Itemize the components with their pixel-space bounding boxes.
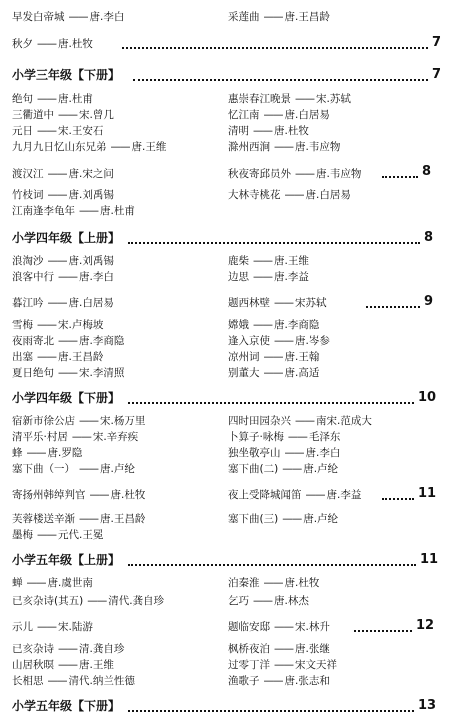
dash-separator: ——: [274, 659, 293, 671]
poem-author: 唐.张志和: [284, 675, 330, 687]
poem-title: 芙蓉楼送辛渐: [12, 513, 75, 525]
poem-entry: [228, 108, 330, 122]
poem-title: 出塞: [12, 351, 33, 363]
dash-separator: ——: [253, 319, 272, 331]
dot-leader: [128, 710, 414, 712]
poem-author: 清.龚自珍: [79, 643, 125, 655]
dash-separator: ——: [58, 109, 77, 121]
poem-entry: [228, 366, 319, 380]
dash-separator: ——: [305, 489, 325, 501]
poem-title: 边思: [228, 271, 249, 283]
dash-separator: ——: [87, 595, 107, 607]
poem-title: 夜上受降城闻笛: [228, 489, 302, 501]
poem-entry: [228, 674, 330, 688]
poem-title: 已亥杂诗: [12, 643, 54, 655]
page-number: 12: [416, 618, 435, 633]
poem-author: 唐.林杰: [274, 595, 309, 607]
dash-separator: ——: [295, 168, 314, 180]
poem-entry: [12, 167, 114, 181]
dash-separator: ——: [79, 415, 98, 427]
poem-title: 别董大: [228, 367, 260, 379]
dash-separator: ——: [274, 335, 293, 347]
poem-entry: [12, 254, 114, 268]
dash-separator: ——: [274, 621, 293, 633]
poem-title: 逢入京使: [228, 335, 270, 347]
poem-title: 江南逢李龟年: [12, 205, 75, 217]
dash-separator: ——: [37, 125, 56, 137]
dash-separator: ——: [68, 11, 88, 23]
dash-separator: ——: [37, 319, 56, 331]
poem-entry: [12, 620, 93, 634]
dash-separator: ——: [37, 93, 56, 105]
poem-author: 宋.苏轼: [316, 93, 351, 105]
poem-title: 山居秋暝: [12, 659, 54, 671]
page-number: 7: [432, 35, 442, 50]
poem-title: 早发白帝城: [12, 11, 65, 23]
poem-author: 唐.杜牧: [274, 125, 309, 137]
poem-entry: [12, 446, 82, 460]
poem-entry: [228, 462, 338, 476]
poem-entry: [228, 124, 309, 138]
dash-separator: ——: [58, 271, 77, 283]
poem-title: 惠崇春江晚景: [228, 93, 291, 105]
dash-separator: ——: [58, 643, 77, 655]
poem-author: 唐.罗隐: [47, 447, 83, 459]
poem-author: 唐.王昌龄: [58, 351, 104, 363]
poem-entry: [228, 270, 309, 284]
poem-title: 墨梅: [12, 529, 33, 541]
dash-separator: ——: [58, 659, 77, 671]
poem-title: 清明: [228, 125, 249, 137]
poem-entry: [12, 576, 93, 590]
poem-entry: [12, 594, 164, 608]
dot-leader: [133, 79, 428, 81]
poem-title: 过零丁洋: [228, 659, 270, 671]
poem-author: 唐.李白: [89, 11, 125, 23]
dash-separator: ——: [263, 11, 283, 23]
poem-author: 唐.刘禹锡: [68, 189, 114, 201]
poem-entry: [228, 92, 351, 106]
dot-leader: [382, 176, 418, 178]
poem-title: 滁州西涧: [228, 141, 270, 153]
poem-entry: [228, 658, 337, 672]
section-heading: 小学五年级【下册】: [12, 699, 121, 713]
poem-entry: [228, 446, 340, 460]
dash-separator: ——: [79, 205, 98, 217]
poem-title: 秋夕: [12, 38, 33, 50]
page-number: 10: [418, 390, 437, 405]
poem-entry: [12, 124, 103, 138]
poem-title: 四时田园杂兴: [228, 415, 291, 427]
poem-title: 暮江吟: [12, 297, 44, 309]
poem-author: 唐.白居易: [68, 297, 114, 309]
poem-title: 三衢道中: [12, 109, 54, 121]
poem-entry: [12, 512, 145, 526]
poem-title: 竹枝词: [12, 189, 44, 201]
poem-author: 唐.李白: [79, 271, 114, 283]
dot-leader: [366, 306, 420, 308]
page-number: 11: [418, 486, 437, 501]
dash-separator: ——: [274, 643, 293, 655]
poem-author: 唐.白居易: [284, 109, 330, 121]
poem-author: 唐.卢纶: [303, 513, 339, 525]
poem-title: 题西林壁: [228, 297, 270, 309]
section-heading: 小学四年级【上册】: [12, 231, 121, 245]
poem-entry: [228, 296, 327, 310]
dash-separator: ——: [274, 141, 293, 153]
poem-entry: [12, 414, 145, 428]
poem-title: 枫桥夜泊: [228, 643, 270, 655]
poem-author: 唐.李商隐: [79, 335, 125, 347]
dash-separator: ——: [110, 141, 130, 153]
dash-separator: ——: [295, 415, 314, 427]
poem-entry: [228, 167, 361, 181]
poem-title: 九月九日忆山东兄弟: [12, 141, 107, 153]
poem-author: 清代.龚自珍: [108, 595, 165, 607]
poem-author: 唐.岑参: [295, 335, 330, 347]
dash-separator: ——: [274, 297, 293, 309]
poem-title: 蝉: [12, 577, 23, 589]
poem-entry: [12, 92, 93, 106]
poem-author: 唐.王昌龄: [100, 513, 146, 525]
poem-title: 凉州词: [228, 351, 260, 363]
dash-separator: ——: [282, 513, 302, 525]
poem-author: 唐.李益: [274, 271, 309, 283]
dash-separator: ——: [47, 255, 67, 267]
page-number: 8: [424, 230, 434, 245]
poem-entry: [12, 270, 114, 284]
poem-author: 元代.王冕: [58, 529, 104, 541]
dot-leader: [122, 47, 428, 49]
poem-entry: [12, 296, 114, 310]
section-heading: 小学三年级【下册】: [12, 68, 121, 82]
poem-title: 宿新市徐公店: [12, 415, 75, 427]
poem-author: 唐.杜牧: [110, 489, 146, 501]
section-heading: 小学五年级【上册】: [12, 553, 121, 567]
dash-separator: ——: [37, 351, 56, 363]
dash-separator: ——: [47, 189, 67, 201]
dot-leader: [354, 630, 412, 632]
page-number: 8: [422, 164, 432, 179]
dash-separator: ——: [253, 595, 272, 607]
dot-leader: [382, 498, 414, 500]
dash-separator: ——: [263, 577, 283, 589]
dash-separator: ——: [284, 189, 304, 201]
poem-author: 唐.杜甫: [100, 205, 135, 217]
poem-title: 浪淘沙: [12, 255, 44, 267]
poem-title: 渡汉江: [12, 168, 44, 180]
poem-author: 宋.曾几: [79, 109, 114, 121]
poem-entry: [228, 350, 319, 364]
page-number: 9: [424, 294, 434, 309]
poem-author: 唐.杜牧: [58, 38, 93, 50]
poem-author: 宋.陆游: [58, 621, 93, 633]
poem-entry: [228, 414, 372, 428]
dash-separator: ——: [26, 447, 46, 459]
poem-author: 宋.林升: [295, 621, 330, 633]
dash-separator: ——: [263, 351, 283, 363]
dash-separator: ——: [263, 675, 283, 687]
poem-author: 唐.白居易: [305, 189, 351, 201]
dash-separator: ——: [253, 255, 272, 267]
dot-leader: [128, 564, 416, 566]
poem-title: 已亥杂诗(其五): [12, 595, 84, 607]
poem-title: 塞下曲（一）: [12, 463, 75, 475]
poem-entry: [228, 620, 330, 634]
dash-separator: ——: [47, 297, 67, 309]
poem-author: 唐.王维: [274, 255, 309, 267]
poem-author: 宋.辛弃疾: [92, 431, 139, 443]
dash-separator: ——: [37, 38, 56, 50]
poem-entry: [12, 430, 138, 444]
dash-separator: ——: [295, 93, 314, 105]
poem-author: 宋.杨万里: [100, 415, 146, 427]
dot-leader: [128, 402, 414, 404]
poem-title: 嫦娥: [228, 319, 249, 331]
poem-author: 南宋.范成大: [316, 415, 372, 427]
dash-separator: ——: [253, 271, 272, 283]
poem-title: 大林寺桃花: [228, 189, 281, 201]
poem-entry: [228, 576, 319, 590]
poem-entry: [12, 188, 114, 202]
dash-separator: ——: [26, 577, 46, 589]
poem-author: 宋.王安石: [58, 125, 104, 137]
poem-entry: [12, 674, 135, 688]
poem-entry: [228, 334, 330, 348]
poem-entry: [228, 512, 338, 526]
poem-entry: [228, 10, 330, 24]
poem-title: 鹿柴: [228, 255, 249, 267]
poem-entry: [12, 658, 114, 672]
poem-entry: [12, 488, 145, 502]
poem-title: 长相思: [12, 675, 44, 687]
poem-author: 毛泽东: [308, 431, 341, 443]
poem-author: 宋苏轼: [295, 297, 327, 309]
poem-author: 唐.张继: [295, 643, 330, 655]
poem-author: 宋.李清照: [79, 367, 125, 379]
poem-author: 唐.杜甫: [58, 93, 93, 105]
poem-entry: [12, 37, 93, 51]
poem-entry: [12, 350, 103, 364]
page-number: 11: [420, 552, 439, 567]
poem-author: 唐.高适: [284, 367, 320, 379]
poem-author: 唐.卢纶: [100, 463, 135, 475]
dash-separator: ——: [89, 489, 109, 501]
poem-entry: [12, 108, 114, 122]
dash-separator: ——: [71, 431, 91, 443]
dash-separator: ——: [58, 367, 77, 379]
section-heading: 小学四年级【下册】: [12, 391, 121, 405]
poem-entry: [12, 462, 135, 476]
poem-entry: [228, 430, 340, 444]
dash-separator: ——: [37, 621, 56, 633]
poem-author: 唐.王维: [131, 141, 167, 153]
poem-author: 唐.李商隐: [274, 319, 320, 331]
poem-author: 唐.刘禹锡: [68, 255, 114, 267]
poem-author: 唐.卢纶: [303, 463, 339, 475]
poem-entry: [12, 528, 103, 542]
dash-separator: ——: [263, 367, 283, 379]
poem-title: 寄扬州韩绰判官: [12, 489, 86, 501]
poem-title: 忆江南: [228, 109, 260, 121]
poem-title: 绝句: [12, 93, 33, 105]
poem-entry: [228, 642, 330, 656]
poem-title: 卜算子·咏梅: [228, 431, 284, 443]
poem-entry: [12, 318, 103, 332]
poem-title: 蜂: [12, 447, 23, 459]
poem-entry: [228, 254, 309, 268]
dash-separator: ——: [47, 675, 67, 687]
poem-author: 唐.韦应物: [316, 168, 362, 180]
poem-title: 浪客中行: [12, 271, 54, 283]
poem-entry: [12, 366, 124, 380]
poem-title: 清平乐·村居: [12, 431, 68, 443]
dash-separator: ——: [79, 463, 98, 475]
dash-separator: ——: [287, 431, 307, 443]
poem-entry: [228, 140, 340, 154]
poem-author: 唐.宋之问: [68, 168, 114, 180]
poem-author: 唐.杜牧: [284, 577, 320, 589]
poem-author: 唐.韦应物: [295, 141, 341, 153]
poem-entry: [12, 140, 166, 154]
poem-entry: [228, 188, 351, 202]
poem-entry: [12, 642, 124, 656]
poem-entry: [228, 318, 319, 332]
poem-title: 渔歌子: [228, 675, 260, 687]
poem-author: 宋.卢梅坡: [58, 319, 104, 331]
poem-author: 唐.李益: [326, 489, 362, 501]
poem-title: 独坐敬亭山: [228, 447, 281, 459]
poem-author: 唐.李白: [305, 447, 341, 459]
poem-entry: [12, 204, 135, 218]
poem-title: 示儿: [12, 621, 33, 633]
poem-title: 秋夜寄邱员外: [228, 168, 291, 180]
dash-separator: ——: [47, 168, 67, 180]
poem-author: 唐.王昌龄: [284, 11, 330, 23]
poem-entry: [228, 594, 309, 608]
dash-separator: ——: [263, 109, 283, 121]
page-number: 13: [418, 698, 437, 713]
poem-title: 元日: [12, 125, 33, 137]
poem-author: 宋文天祥: [295, 659, 337, 671]
poem-title: 泊秦淮: [228, 577, 260, 589]
poem-author: 唐.王维: [79, 659, 114, 671]
poem-entry: [12, 10, 124, 24]
page-number: 7: [432, 67, 442, 82]
poem-title: 题临安邸: [228, 621, 270, 633]
poem-title: 采莲曲: [228, 11, 260, 23]
dash-separator: ——: [37, 529, 56, 541]
dash-separator: ——: [79, 513, 98, 525]
poem-title: 塞下曲(三): [228, 513, 279, 525]
poem-entry: [228, 488, 361, 502]
poem-title: 夜雨寄北: [12, 335, 54, 347]
poem-title: 塞下曲(二): [228, 463, 279, 475]
poem-entry: [12, 334, 124, 348]
dash-separator: ——: [253, 125, 272, 137]
poem-title: 乞巧: [228, 595, 249, 607]
poem-author: 唐.王翰: [284, 351, 320, 363]
dash-separator: ——: [282, 463, 302, 475]
poem-title: 雪梅: [12, 319, 33, 331]
poem-author: 清代.纳兰性德: [68, 675, 135, 687]
dot-leader: [128, 242, 420, 244]
dash-separator: ——: [284, 447, 304, 459]
poem-title: 夏日绝句: [12, 367, 54, 379]
dash-separator: ——: [58, 335, 77, 347]
poem-author: 唐.虞世南: [47, 577, 93, 589]
